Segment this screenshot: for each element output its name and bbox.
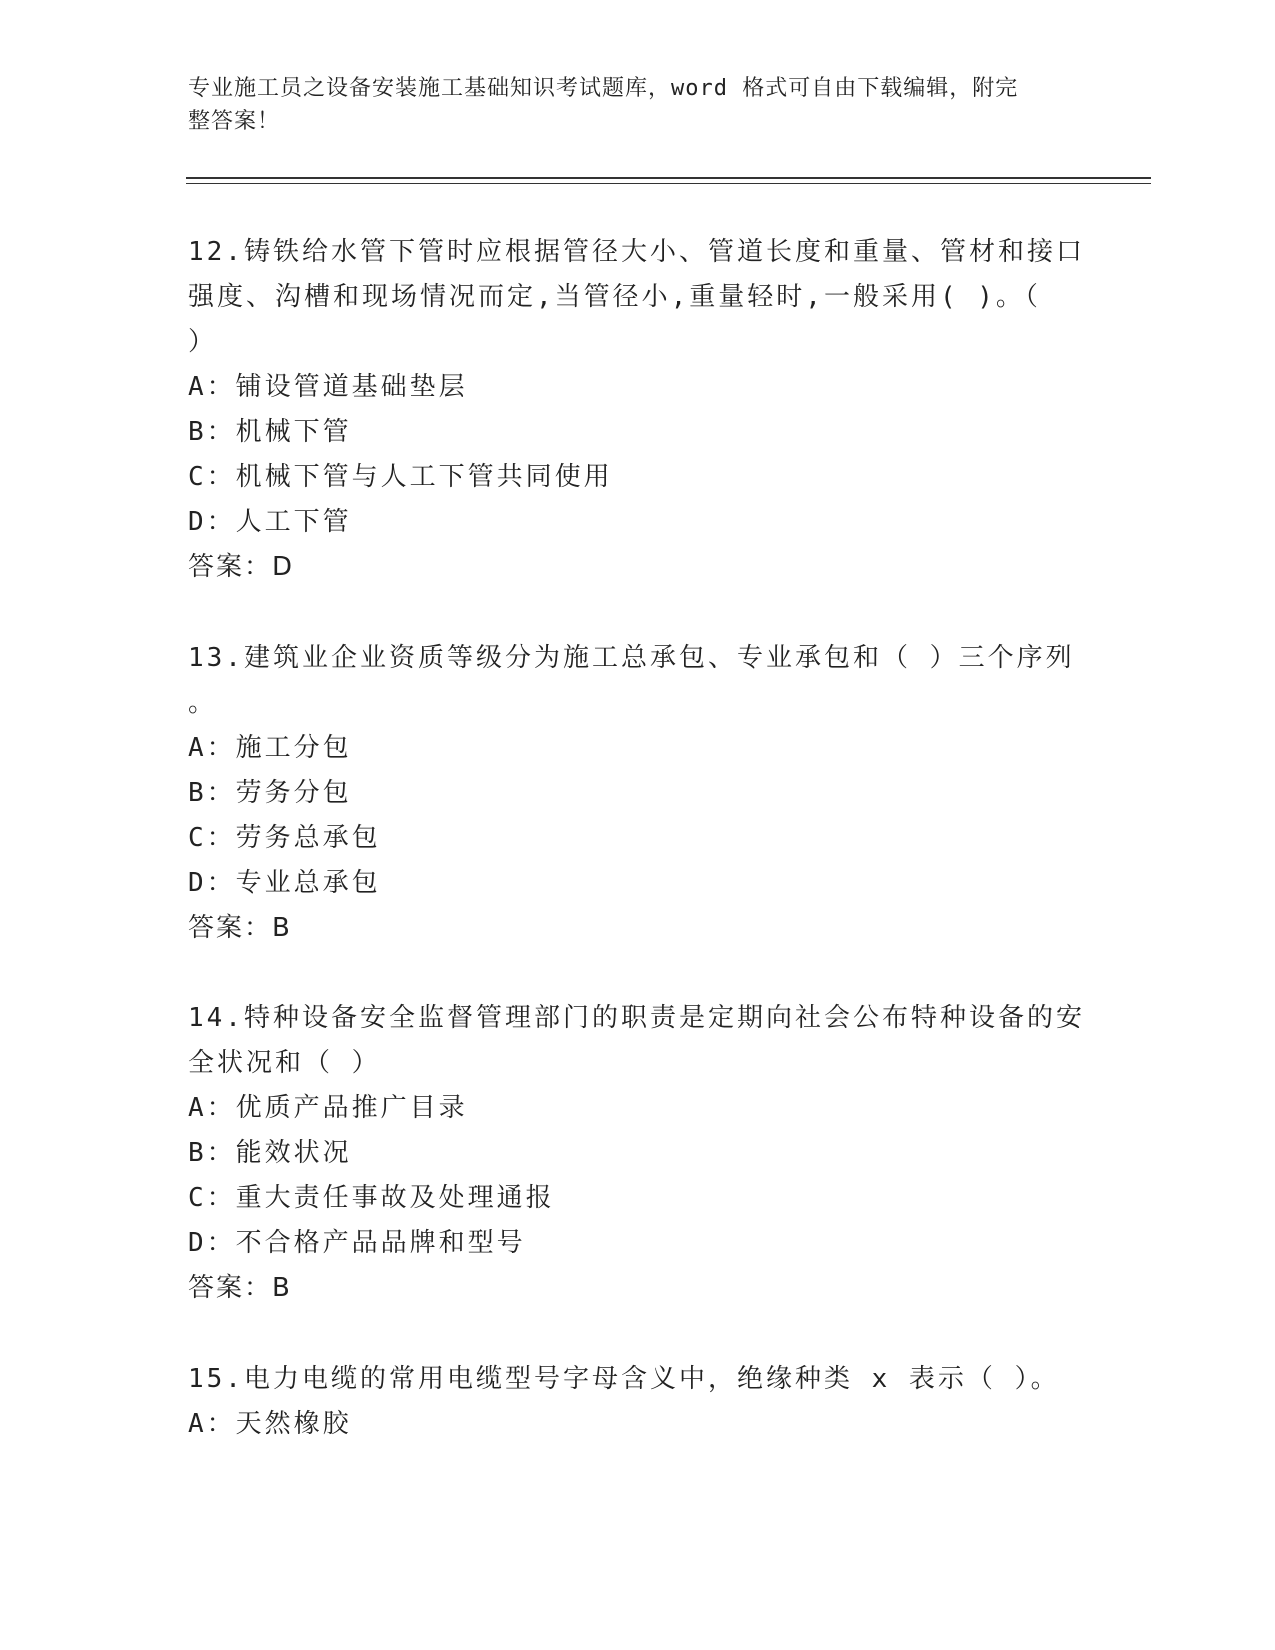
- option-c: C：重大责任事故及处理通报: [188, 1183, 555, 1213]
- header-rule-thick: [186, 177, 1151, 179]
- question-14: [188, 996, 1088, 1311]
- option-a: A：天然橡胶: [188, 1409, 352, 1439]
- option-b: B：机械下管: [188, 417, 352, 447]
- stem-line: 全状况和（ ）: [188, 1048, 381, 1078]
- question-stem: [188, 230, 1088, 365]
- header-line-2: 整答案！: [188, 109, 281, 134]
- answer: 答案：B: [188, 1273, 292, 1303]
- option-a: A：施工分包: [188, 733, 352, 763]
- option-b: B：能效状况: [188, 1138, 352, 1168]
- answer: 答案：B: [188, 913, 292, 943]
- stem-line: 12.铸铁给水管下管时应根据管径大小、管道长度和重量、管材和接口: [188, 237, 1085, 267]
- option-a: A：铺设管道基础垫层: [188, 372, 468, 402]
- question-stem: [188, 1357, 1088, 1402]
- stem-line: 14.特种设备安全监督管理部门的职责是定期向社会公布特种设备的安: [188, 1003, 1085, 1033]
- option-d: D：专业总承包: [188, 868, 381, 898]
- option-b: B：劳务分包: [188, 778, 352, 808]
- option-c: C：劳务总承包: [188, 823, 381, 853]
- question-stem: [188, 636, 1088, 726]
- stem-line: 15.电力电缆的常用电缆型号字母含义中，绝缘种类 x 表示（ ）。: [188, 1364, 1060, 1394]
- stem-line: 13.建筑业企业资质等级分为施工总承包、专业承包和（ ）三个序列: [188, 643, 1075, 673]
- option-d: D：人工下管: [188, 507, 352, 537]
- header-line-1: 专业施工员之设备安装施工基础知识考试题库，word 格式可自由下载编辑，附完: [188, 76, 1019, 101]
- stem-line: ）: [188, 327, 218, 357]
- question-13: [188, 636, 1088, 951]
- option-d: D：不合格产品品牌和型号: [188, 1228, 526, 1258]
- question-stem: [188, 996, 1088, 1086]
- stem-line: 。: [188, 688, 218, 718]
- answer: 答案：D: [188, 552, 295, 582]
- header-rule-thin: [186, 183, 1151, 184]
- option-a: A：优质产品推广目录: [188, 1093, 468, 1123]
- question-12: [188, 230, 1088, 590]
- question-15: [188, 1357, 1088, 1447]
- stem-line: 强度、沟槽和现场情况而定,当管径小,重量轻时,一般采用( )。（: [188, 282, 1041, 312]
- document-header: [188, 72, 1088, 138]
- option-c: C：机械下管与人工下管共同使用: [188, 462, 613, 492]
